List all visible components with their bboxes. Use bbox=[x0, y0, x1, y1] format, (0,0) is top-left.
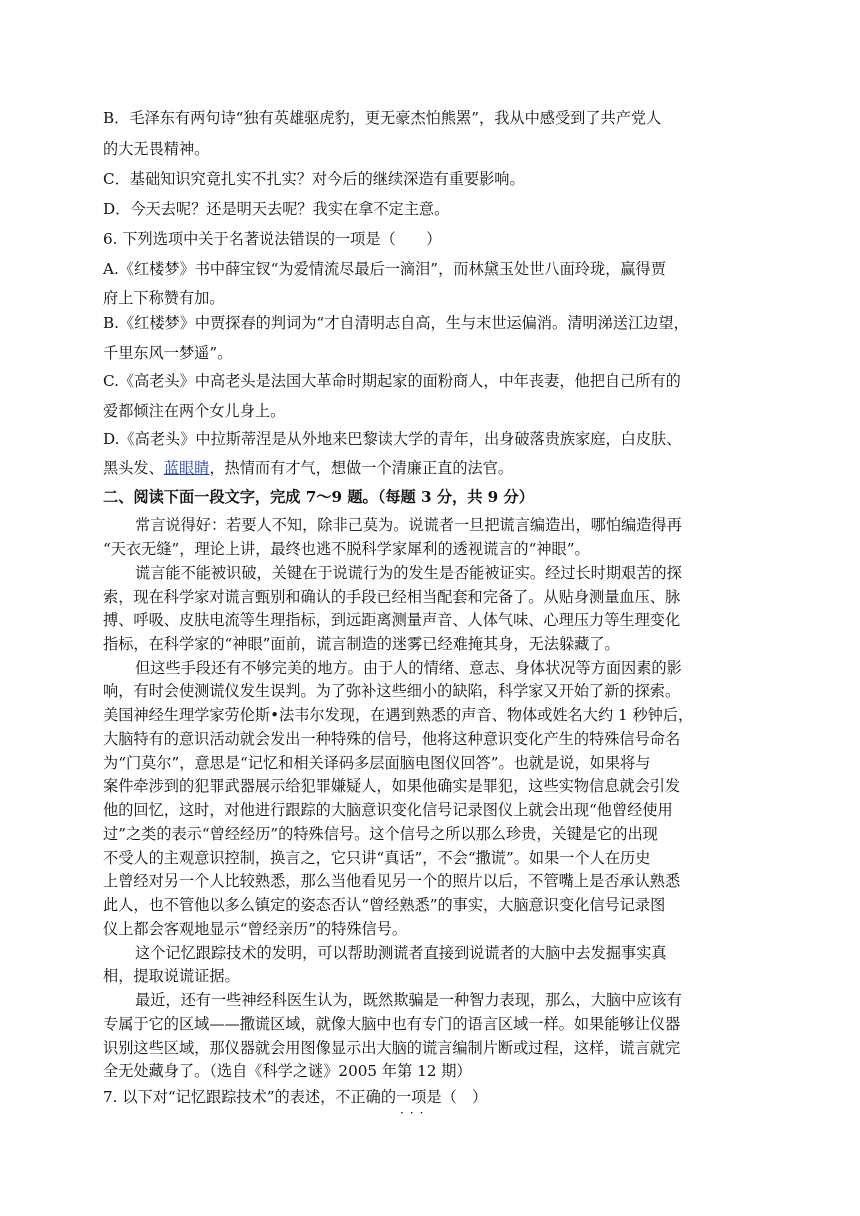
q6-option-b-line2: 千里东风一梦遥”。 bbox=[103, 344, 233, 362]
q5-option-c: C．基础知识究竟扎实不扎实？对今后的继续深造有重要影响。 bbox=[103, 170, 525, 188]
passage-line: 上曾经对另一个人比较熟悉，那么当他看见另一个的照片以后，不管嘴上是否承认熟悉 bbox=[103, 872, 681, 890]
passage-line: 专属于它的区域——撒谎区域，就像大脑中也有专门的语言区域一样。如果能够让仪器 bbox=[103, 1015, 681, 1033]
q6-option-d-line2 bbox=[103, 458, 763, 478]
q6-option-d-text-post: ，热情而有才气，想做一个清廉正直的法官。 bbox=[209, 459, 514, 477]
passage-line: 搏、呼吸、皮肤电流等生理指标，到远距离测量声音、人体气味、心理压力等生理变化 bbox=[103, 611, 681, 629]
q6-option-d-text-pre: 黑头发、 bbox=[103, 459, 164, 477]
blue-eyes-link[interactable]: 蓝眼睛 bbox=[163, 459, 210, 477]
q6-option-c-line1: C.《高老头》中高老头是法国大革命时期起家的面粉商人，中年丧妻，他把自己所有的 bbox=[103, 372, 681, 390]
passage-line: 指标，在科学家的“神眼”面前，谎言制造的迷雾已经难掩其身，无法躲藏了。 bbox=[103, 635, 620, 653]
passage-line: “天衣无缝”，理论上讲，最终也逃不脱科学家犀利的透视谎言的“神眼”。 bbox=[103, 540, 590, 558]
q7-stem: 7. 以下对“记忆跟踪技术”的表述，不正确的一项是（ ） bbox=[103, 1088, 488, 1106]
passage-line: 大脑特有的意识活动就会发出一种特殊的信号，他将这种意识变化产生的特殊信号命名 bbox=[103, 730, 681, 748]
q6-option-d-line1: D.《高老头》中拉斯蒂涅是从外地来巴黎读大学的青年，出身破落贵族家庭，白皮肤、 bbox=[103, 430, 682, 448]
passage-line: 此人，也不管他以多么镇定的姿态否认“曾经熟悉”的事实，大脑意识变化信号记录图 bbox=[103, 896, 666, 914]
passage-line: 过”之类的表示“曾经经历”的特殊信号。这个信号之所以那么珍贵，关键是它的出现 bbox=[103, 825, 658, 843]
q5-option-d: D．今天去呢？还是明天去呢？我实在拿不定主意。 bbox=[103, 200, 450, 218]
passage-line: 相，提取说谎证据。 bbox=[103, 967, 240, 985]
q6-option-a-line2: 府上下称赞有加。 bbox=[103, 289, 225, 307]
passage-line: 常言说得好：若要人不知，除非己莫为。说谎者一旦把谎言编造出，哪怕编造得再 bbox=[135, 516, 682, 534]
emphasis-dots: ··· bbox=[400, 1106, 430, 1120]
q6-option-c-line2: 爱都倾注在两个女儿身上。 bbox=[103, 402, 286, 420]
passage-line: 不受人的主观意识控制，换言之，它只讲“真话”，不会“撒谎”。如果一个人在历史 bbox=[103, 849, 651, 867]
passage-line: 最近，还有一些神经科医生认为，既然欺骗是一种智力表现，那么，大脑中应该有 bbox=[135, 991, 682, 1009]
passage-line: 仪上都会客观地显示“曾经亲历”的特殊信号。 bbox=[103, 920, 408, 938]
passage-line: 响，有时会使测谎仪发生误判。为了弥补这些细小的缺陷，科学家又开始了新的探索。 bbox=[103, 682, 681, 700]
passage-line: 索，现在科学家对谎言甄别和确认的手段已经相当配套和完备了。从贴身测量血压、脉 bbox=[103, 588, 681, 606]
passage-line: 他的回忆，这时，对他进行跟踪的大脑意识变化信号记录图仪上就会出现“他曾经使用 bbox=[103, 801, 673, 819]
q6-stem: 6. 下列选项中关于名著说法错误的一项是（ ） bbox=[103, 230, 442, 248]
passage-line: 为“门莫尔”，意思是“记忆和相关译码多层面脑电图仪回答”。也就是说，如果将与 bbox=[103, 754, 651, 772]
q6-option-b-line1: B.《红楼梦》中贾探春的判词为“才自清明志自高，生与末世运偏消。清明涕送江边望， bbox=[103, 314, 689, 332]
section2-heading: 二、阅读下面一段文字，完成 7～9 题。（每题 3 分，共 9 分） bbox=[103, 488, 534, 506]
passage-line: 全无处藏身了。（选自《科学之谜》2005 年第 12 期） bbox=[103, 1062, 472, 1080]
passage-line: 谎言能不能被识破，关键在于说谎行为的发生是否能被证实。经过长时期艰苦的探 bbox=[135, 564, 682, 582]
q5-option-b-line1: B．毛泽东有两句诗“独有英雄驱虎豹，更无豪杰怕熊罴”，我从中感受到了共产党人 bbox=[103, 109, 662, 127]
passage-line: 但这些手段还有不够完美的地方。由于人的情绪、意志、身体状况等方面因素的影 bbox=[135, 659, 682, 677]
q5-option-b-line2: 的大无畏精神。 bbox=[103, 140, 210, 158]
passage-line: 案件牵涉到的犯罪武器展示给犯罪嫌疑人，如果他确实是罪犯，这些实物信息就会引发 bbox=[103, 777, 681, 795]
q6-option-a-line1: A.《红楼梦》书中薛宝钗“为爱情流尽最后一滴泪”，而林黛玉处世八面玲珑，赢得贾 bbox=[103, 260, 666, 278]
passage-line: 这个记忆跟踪技术的发明，可以帮助测谎者直接到说谎者的大脑中去发掘事实真 bbox=[135, 944, 667, 962]
passage-line: 识别这些区域，那仪器就会用图像显示出大脑的谎言编制片断或过程，这样，谎言就完 bbox=[103, 1039, 681, 1057]
passage-line: 美国神经生理学家劳伦斯•法韦尔发现，在遇到熟悉的声音、物体或姓名大约 1 秒钟后， bbox=[103, 706, 694, 724]
